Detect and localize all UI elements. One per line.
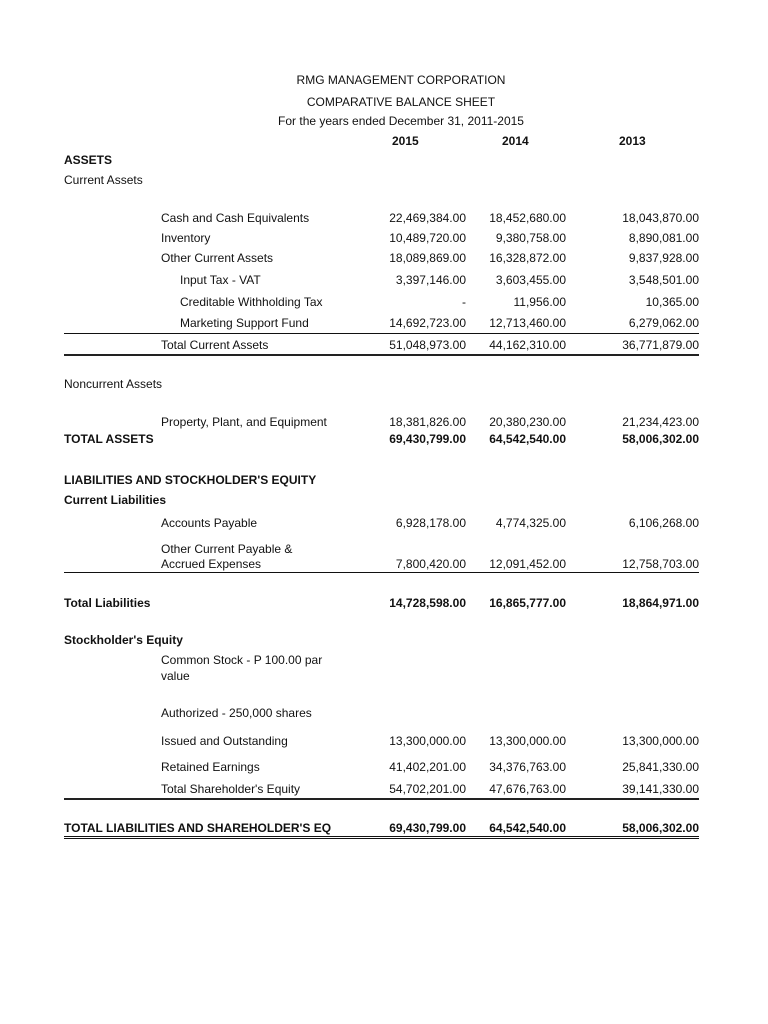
value-2013: 21,234,423.00 (622, 415, 699, 429)
value-2015: 18,381,826.00 (389, 415, 466, 429)
value-2013: 8,890,081.00 (628, 231, 699, 245)
value-2013: 12,758,703.00 (622, 557, 699, 571)
value-2014: 18,452,680.00 (489, 211, 566, 225)
value-2015: 22,469,384.00 (389, 211, 466, 225)
rule (64, 333, 699, 334)
year-2014: 2014 (502, 134, 529, 148)
value-2015: 69,430,799.00 (389, 821, 466, 835)
value-2015: 7,800,420.00 (395, 557, 466, 571)
value-2014: 12,091,452.00 (489, 557, 566, 571)
value-2014: 13,300,000.00 (489, 734, 566, 748)
row-label: Other Current Payable & (161, 542, 293, 556)
value-2015: - (462, 295, 466, 309)
value-2015: 13,300,000.00 (389, 734, 466, 748)
document-title: COMPARATIVE BALANCE SHEET (306, 95, 496, 109)
row-label: Accrued Expenses (161, 557, 262, 571)
value-2014: 20,380,230.00 (489, 415, 566, 429)
value-2013: 18,043,870.00 (622, 211, 699, 225)
period: For the years ended December 31, 2011-2015 (278, 114, 524, 128)
row-label: TOTAL LIABILITIES AND SHAREHOLDER'S EQ (64, 821, 332, 835)
value-2013: 25,841,330.00 (622, 760, 699, 774)
row-label: Input Tax - VAT (180, 273, 261, 287)
row-label: TOTAL ASSETS (64, 432, 154, 446)
row-label: Other Current Assets (161, 251, 274, 265)
rule (64, 798, 699, 800)
row-label: Marketing Support Fund (180, 316, 309, 330)
row-label: Issued and Outstanding (161, 734, 288, 748)
value-2015: 18,089,869.00 (389, 251, 466, 265)
value-2013: 18,864,971.00 (622, 596, 699, 610)
value-2013: 6,279,062.00 (628, 316, 699, 330)
value-2013: 6,106,268.00 (628, 516, 699, 530)
value-2013: 39,141,330.00 (622, 782, 699, 796)
value-2015: 6,928,178.00 (395, 516, 466, 530)
value-2014: 64,542,540.00 (489, 821, 566, 835)
value-2013: 36,771,879.00 (622, 338, 699, 352)
row-label: Total Shareholder's Equity (161, 782, 301, 796)
row-label: Total Current Assets (161, 338, 269, 352)
value-2014: 4,774,325.00 (495, 516, 566, 530)
value-2015: 69,430,799.00 (389, 432, 466, 446)
value-2014: 47,676,763.00 (489, 782, 566, 796)
value-2014: 12,713,460.00 (489, 316, 566, 330)
row-label: Accounts Payable (161, 516, 258, 530)
value-2014: 34,376,763.00 (489, 760, 566, 774)
value-2014: 11,956.00 (513, 295, 566, 309)
year-2015: 2015 (392, 134, 419, 148)
rule (64, 354, 699, 356)
row-label: Total Liabilities (64, 596, 151, 610)
value-2014: 64,542,540.00 (489, 432, 566, 446)
rule (64, 572, 699, 573)
value-2014: 3,603,455.00 (495, 273, 566, 287)
value-2014: 16,865,777.00 (489, 596, 566, 610)
row-label: Creditable Withholding Tax (180, 295, 323, 309)
value-2015: 54,702,201.00 (389, 782, 466, 796)
value-2015: 41,402,201.00 (389, 760, 466, 774)
row-label: Cash and Cash Equivalents (161, 211, 310, 225)
value-2015: 14,692,723.00 (389, 316, 466, 330)
value-2015: 10,489,720.00 (389, 231, 466, 245)
row-label: Current Liabilities (64, 493, 167, 507)
year-2013: 2013 (619, 134, 646, 148)
row-label: Stockholder's Equity (64, 633, 183, 647)
value-2014: 9,380,758.00 (495, 231, 566, 245)
row-label: value (161, 669, 190, 683)
value-2013: 13,300,000.00 (622, 734, 699, 748)
row-label: Common Stock - P 100.00 par (161, 653, 323, 667)
row-label: ASSETS (64, 153, 113, 167)
company-name: RMG MANAGEMENT CORPORATION (296, 73, 506, 87)
value-2013: 58,006,302.00 (622, 432, 699, 446)
value-2014: 44,162,310.00 (489, 338, 566, 352)
row-label: Inventory (161, 231, 211, 245)
double-rule (64, 836, 699, 839)
value-2013: 58,006,302.00 (622, 821, 699, 835)
row-label: Property, Plant, and Equipment (161, 415, 327, 429)
value-2013: 10,365.00 (645, 295, 699, 309)
value-2015: 3,397,146.00 (395, 273, 466, 287)
row-label: Current Assets (64, 173, 143, 187)
value-2015: 14,728,598.00 (389, 596, 466, 610)
value-2014: 16,328,872.00 (489, 251, 566, 265)
value-2013: 9,837,928.00 (628, 251, 699, 265)
row-label: Retained Earnings (161, 760, 260, 774)
row-label: Authorized - 250,000 shares (161, 706, 312, 720)
value-2015: 51,048,973.00 (389, 338, 466, 352)
row-label: Noncurrent Assets (64, 377, 163, 391)
value-2013: 3,548,501.00 (628, 273, 699, 287)
row-label: LIABILITIES AND STOCKHOLDER'S EQUITY (64, 473, 317, 487)
